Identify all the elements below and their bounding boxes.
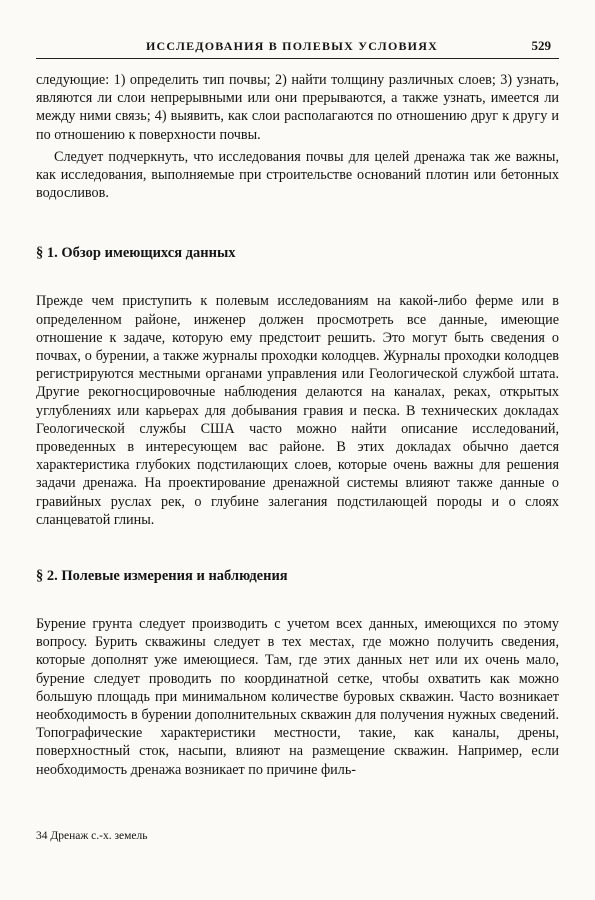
header-rule xyxy=(36,58,559,59)
page-number: 529 xyxy=(531,38,551,53)
running-title: ИССЛЕДОВАНИЯ В ПОЛЕВЫХ УСЛОВИЯХ xyxy=(146,39,438,53)
paragraph-field-measurements: Бурение грунта следует производить с учетом всех данных, имеющихся по этому вопросу. Бурить скважины следует в тех местах, где можно получить сведения, которые дополнят уже имеющиеся. Там, где этих данных нет или их очень мало, бурение следует проводить по координатной сетке, чтобы охватить как можно большую площадь при минимальном количестве буровых скважин. Часто возникает необходимость в бурении дополнительных скважин для получения нужных сведений. Топографические характеристики местности, такие, как каналы, дрены, поверхностный сток, насыпи, влияют на размещение скважин. Например, если необходимость дренажа возникает по причине филь- xyxy=(36,616,559,778)
paragraph-data-review: Прежде чем приступить к полевым исследованиям на какой-либо ферме или в определенном районе, инженер должен просмотреть все данные, имеющие отношение к задаче, которую ему предстоит решить. Это могут быть сведения о почвах, о бурении, а также журналы проходки колодцев. Журналы проходки колодцев регистрируются местными органами управления или Геологической службой штата. Другие рекогносцировочные наблюдения делаются на каналах, реках, открытых углублениях или карьерах для добывания гравия и песка. В технических докладах Геологической службы США часто можно найти описание исследований, проведенных в интересующем вас районе. В этих докладах обычно дается характеристика глубоких подстилающих слоев, которые очень важны для решения задачи дренажа. На проектирование дренажной системы влияют также данные о гравийных руслах рек, о глубине залегания подстилающей породы и о слоях сланцеватой глины. xyxy=(36,293,559,528)
paragraph-continuation: следующие: 1) определить тип почвы; 2) найти толщину различных слоев; 3) узнать, являются ли слои непрерывными или они прерываются, а также узнать, имеется ли между ними связь; 4) выявить, как слои располагаются по отношению друг к другу и по отношению к поверхности почвы. xyxy=(36,72,559,143)
section-heading-1: § 1. Обзор имеющихся данных xyxy=(36,245,236,262)
signature-footer: 34 Дренаж с.-х. земель xyxy=(36,830,148,842)
paragraph-emphasis: Следует подчеркнуть, что исследования почвы для целей дренажа так же важны, как исследования, выполняемые при строительстве оснований плотин или бетонных водосливов. xyxy=(36,148,559,202)
running-head xyxy=(36,38,559,54)
section-heading-2: § 2. Полевые измерения и наблюдения xyxy=(36,568,288,585)
